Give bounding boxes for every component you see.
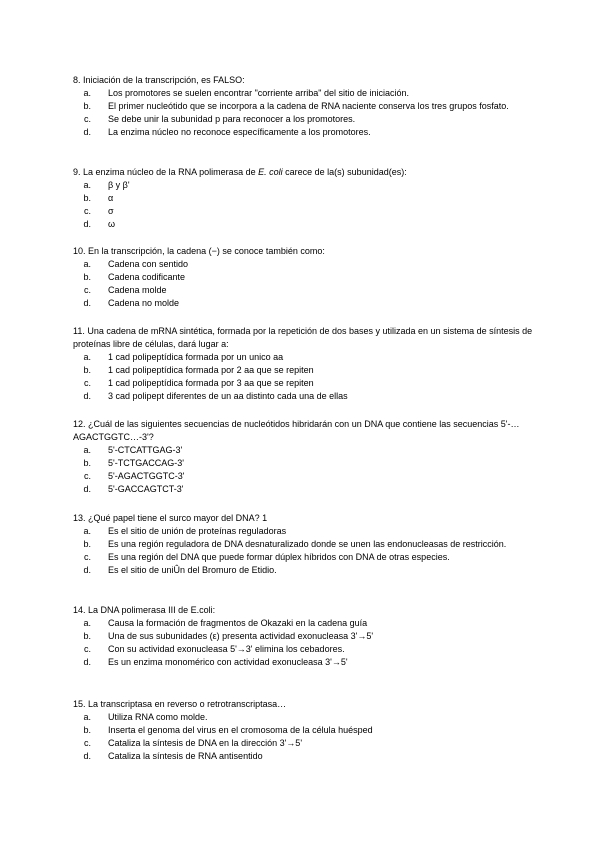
- option-letter: b.: [83, 272, 91, 282]
- option-text: 1 cad polipeptídica formada por 3 aa que se repiten: [108, 378, 314, 388]
- option-text: α: [108, 193, 114, 203]
- option-d: [73, 564, 533, 577]
- question-statement: Una cadena de mRNA sintética, formada por la repetición de dos bases y utilizada en un sistema de síntesis de proteínas libre de células, dará lugar a:: [73, 326, 533, 349]
- question-statement: En la transcripción, la cadena (−) se conoce también como:: [88, 246, 325, 256]
- question-13: [73, 512, 533, 577]
- option-a: [73, 525, 533, 538]
- question-statement-post: carece de la(s) subunidad(es):: [282, 167, 407, 177]
- option-d: [73, 297, 533, 310]
- question-statement: La DNA polimerasa III de E.coli:: [88, 605, 216, 615]
- option-letter: a.: [83, 352, 91, 362]
- option-letter: c.: [83, 206, 91, 216]
- question-statement: ¿Cuál de las siguientes secuencias de nucleótidos hibridarán con un DNA que contiene las secuencias 5'-…AGACTGGTC…-3'?: [73, 419, 520, 442]
- question-text: [73, 325, 533, 351]
- option-list: [73, 711, 533, 763]
- question-9: [73, 166, 533, 231]
- question-number: 15.: [73, 699, 86, 709]
- option-letter: d.: [83, 484, 91, 494]
- option-letter: a.: [83, 180, 91, 190]
- option-d: [73, 390, 533, 403]
- option-c: [73, 205, 533, 218]
- question-statement: Iniciación de la transcripción, es FALSO:: [83, 75, 245, 85]
- option-letter: c.: [83, 285, 91, 295]
- option-b: [73, 457, 533, 470]
- option-c: [73, 113, 533, 126]
- option-a: [73, 87, 533, 100]
- option-letter: d.: [83, 751, 91, 761]
- species-name: E. coli: [258, 167, 283, 177]
- option-list: [73, 87, 533, 139]
- option-c: [73, 284, 533, 297]
- question-number: 10.: [73, 246, 86, 256]
- option-letter: b.: [83, 539, 91, 549]
- option-letter: a.: [83, 259, 91, 269]
- option-text: Cataliza la síntesis de DNA en la dirección 3'→5': [108, 738, 303, 748]
- option-letter: a.: [83, 445, 91, 455]
- question-number: 8.: [73, 75, 81, 85]
- option-text: Es el sitio de uniÛn del Bromuro de Etidio.: [108, 565, 277, 575]
- option-b: [73, 100, 533, 113]
- option-text: La enzima núcleo no reconoce específicamente a los promotores.: [108, 127, 371, 137]
- question-8: [73, 74, 533, 139]
- option-letter: a.: [83, 712, 91, 722]
- option-list: [73, 258, 533, 310]
- option-d: [73, 750, 533, 763]
- option-letter: c.: [83, 738, 91, 748]
- option-text: El primer nucleótido que se incorpora a la cadena de RNA naciente conserva los tres grupos fosfato.: [108, 101, 509, 111]
- option-letter: b.: [83, 365, 91, 375]
- option-list: [73, 617, 533, 669]
- option-text: Los promotores se suelen encontrar "corriente arriba" del sitio de iniciación.: [108, 88, 410, 98]
- option-text: Se debe unir la subunidad p para reconocer a los promotores.: [108, 114, 356, 124]
- question-text: [73, 418, 533, 444]
- option-text: 5'-TCTGACCAG-3': [108, 458, 184, 468]
- option-letter: b.: [83, 725, 91, 735]
- option-text: Cataliza la síntesis de RNA antisentido: [108, 751, 263, 761]
- option-c: [73, 551, 533, 564]
- option-b: [73, 364, 533, 377]
- option-letter: d.: [83, 298, 91, 308]
- option-text: Inserta el genoma del virus en el cromosoma de la célula huésped: [108, 725, 373, 735]
- option-list: [73, 179, 533, 231]
- option-letter: b.: [83, 631, 91, 641]
- option-text: Con su actividad exonucleasa 5'→3' elimina los cebadores.: [108, 644, 345, 654]
- option-text: 1 cad polipeptídica formada por un unico aa: [108, 352, 284, 362]
- option-letter: c.: [83, 378, 91, 388]
- option-text: Cadena molde: [108, 285, 167, 295]
- question-10: [73, 245, 533, 310]
- question-12: [73, 418, 533, 496]
- option-text: 3 cad polipept diferentes de un aa distinto cada una de ellas: [108, 391, 348, 401]
- option-text: Cadena codificante: [108, 272, 186, 282]
- option-text: Es un enzima monomérico con actividad exonucleasa 3'→5': [108, 657, 348, 667]
- option-b: [73, 630, 533, 643]
- question-text: [73, 604, 533, 617]
- option-d: [73, 218, 533, 231]
- option-list: [73, 444, 533, 496]
- question-15: [73, 698, 533, 763]
- option-letter: c.: [83, 471, 91, 481]
- option-letter: b.: [83, 101, 91, 111]
- option-text: Cadena con sentido: [108, 259, 189, 269]
- option-text: Es el sitio de unión de proteínas reguladoras: [108, 526, 287, 536]
- option-text: Causa la formación de fragmentos de Okazaki en la cadena guía: [108, 618, 368, 628]
- question-text: [73, 512, 533, 525]
- option-text: Utiliza RNA como molde.: [108, 712, 208, 722]
- option-text: Cadena no molde: [108, 298, 180, 308]
- option-b: [73, 192, 533, 205]
- question-number: 12.: [73, 419, 86, 429]
- question-text: [73, 245, 533, 258]
- option-text: Es una región del DNA que puede formar dúplex híbridos con DNA de otras especies.: [108, 552, 450, 562]
- option-c: [73, 470, 533, 483]
- option-b: [73, 271, 533, 284]
- option-letter: a.: [83, 88, 91, 98]
- option-text: 5'-AGACTGGTC-3': [108, 471, 185, 481]
- question-number: 9.: [73, 167, 81, 177]
- question-number: 11.: [73, 326, 85, 336]
- option-a: [73, 617, 533, 630]
- option-text: 1 cad polipeptídica formada por 2 aa que se repiten: [108, 365, 314, 375]
- option-d: [73, 656, 533, 669]
- option-letter: c.: [83, 114, 91, 124]
- option-a: [73, 444, 533, 457]
- question-14: [73, 604, 533, 669]
- option-a: [73, 179, 533, 192]
- question-number: 14.: [73, 605, 86, 615]
- option-letter: b.: [83, 193, 91, 203]
- option-a: [73, 351, 533, 364]
- question-text: [73, 166, 533, 179]
- option-text: 5'-CTCATTGAG-3': [108, 445, 183, 455]
- option-list: [73, 351, 533, 403]
- option-d: [73, 483, 533, 496]
- question-statement: La transcriptasa en reverso o retrotranscriptasa…: [88, 699, 287, 709]
- option-letter: a.: [83, 618, 91, 628]
- option-a: [73, 258, 533, 271]
- option-b: [73, 538, 533, 551]
- option-b: [73, 724, 533, 737]
- option-letter: c.: [83, 644, 91, 654]
- option-text: Una de sus subunidades (ε) presenta actividad exonucleasa 3'→5': [108, 631, 374, 641]
- option-letter: a.: [83, 526, 91, 536]
- option-letter: d.: [83, 391, 91, 401]
- option-text: 5'-GACCAGTCT-3': [108, 484, 184, 494]
- option-letter: d.: [83, 565, 91, 575]
- option-c: [73, 737, 533, 750]
- question-statement: ¿Qué papel tiene el surco mayor del DNA? 1: [88, 513, 268, 523]
- option-letter: d.: [83, 657, 91, 667]
- option-letter: b.: [83, 458, 91, 468]
- option-list: [73, 525, 533, 577]
- option-c: [73, 377, 533, 390]
- option-text: ω: [108, 219, 116, 229]
- option-letter: d.: [83, 219, 91, 229]
- question-11: [73, 325, 533, 403]
- option-c: [73, 643, 533, 656]
- option-text: β y β': [108, 180, 130, 190]
- option-a: [73, 711, 533, 724]
- option-letter: d.: [83, 127, 91, 137]
- option-letter: c.: [83, 552, 91, 562]
- option-text: Es una región reguladora de DNA desnaturalizado donde se unen las endonucleasas de restricción.: [108, 539, 507, 549]
- question-text: [73, 698, 533, 711]
- option-text: σ: [108, 206, 114, 216]
- question-number: 13.: [73, 513, 86, 523]
- question-statement-pre: La enzima núcleo de la RNA polimerasa de: [83, 167, 259, 177]
- question-text: [73, 74, 533, 87]
- option-d: [73, 126, 533, 139]
